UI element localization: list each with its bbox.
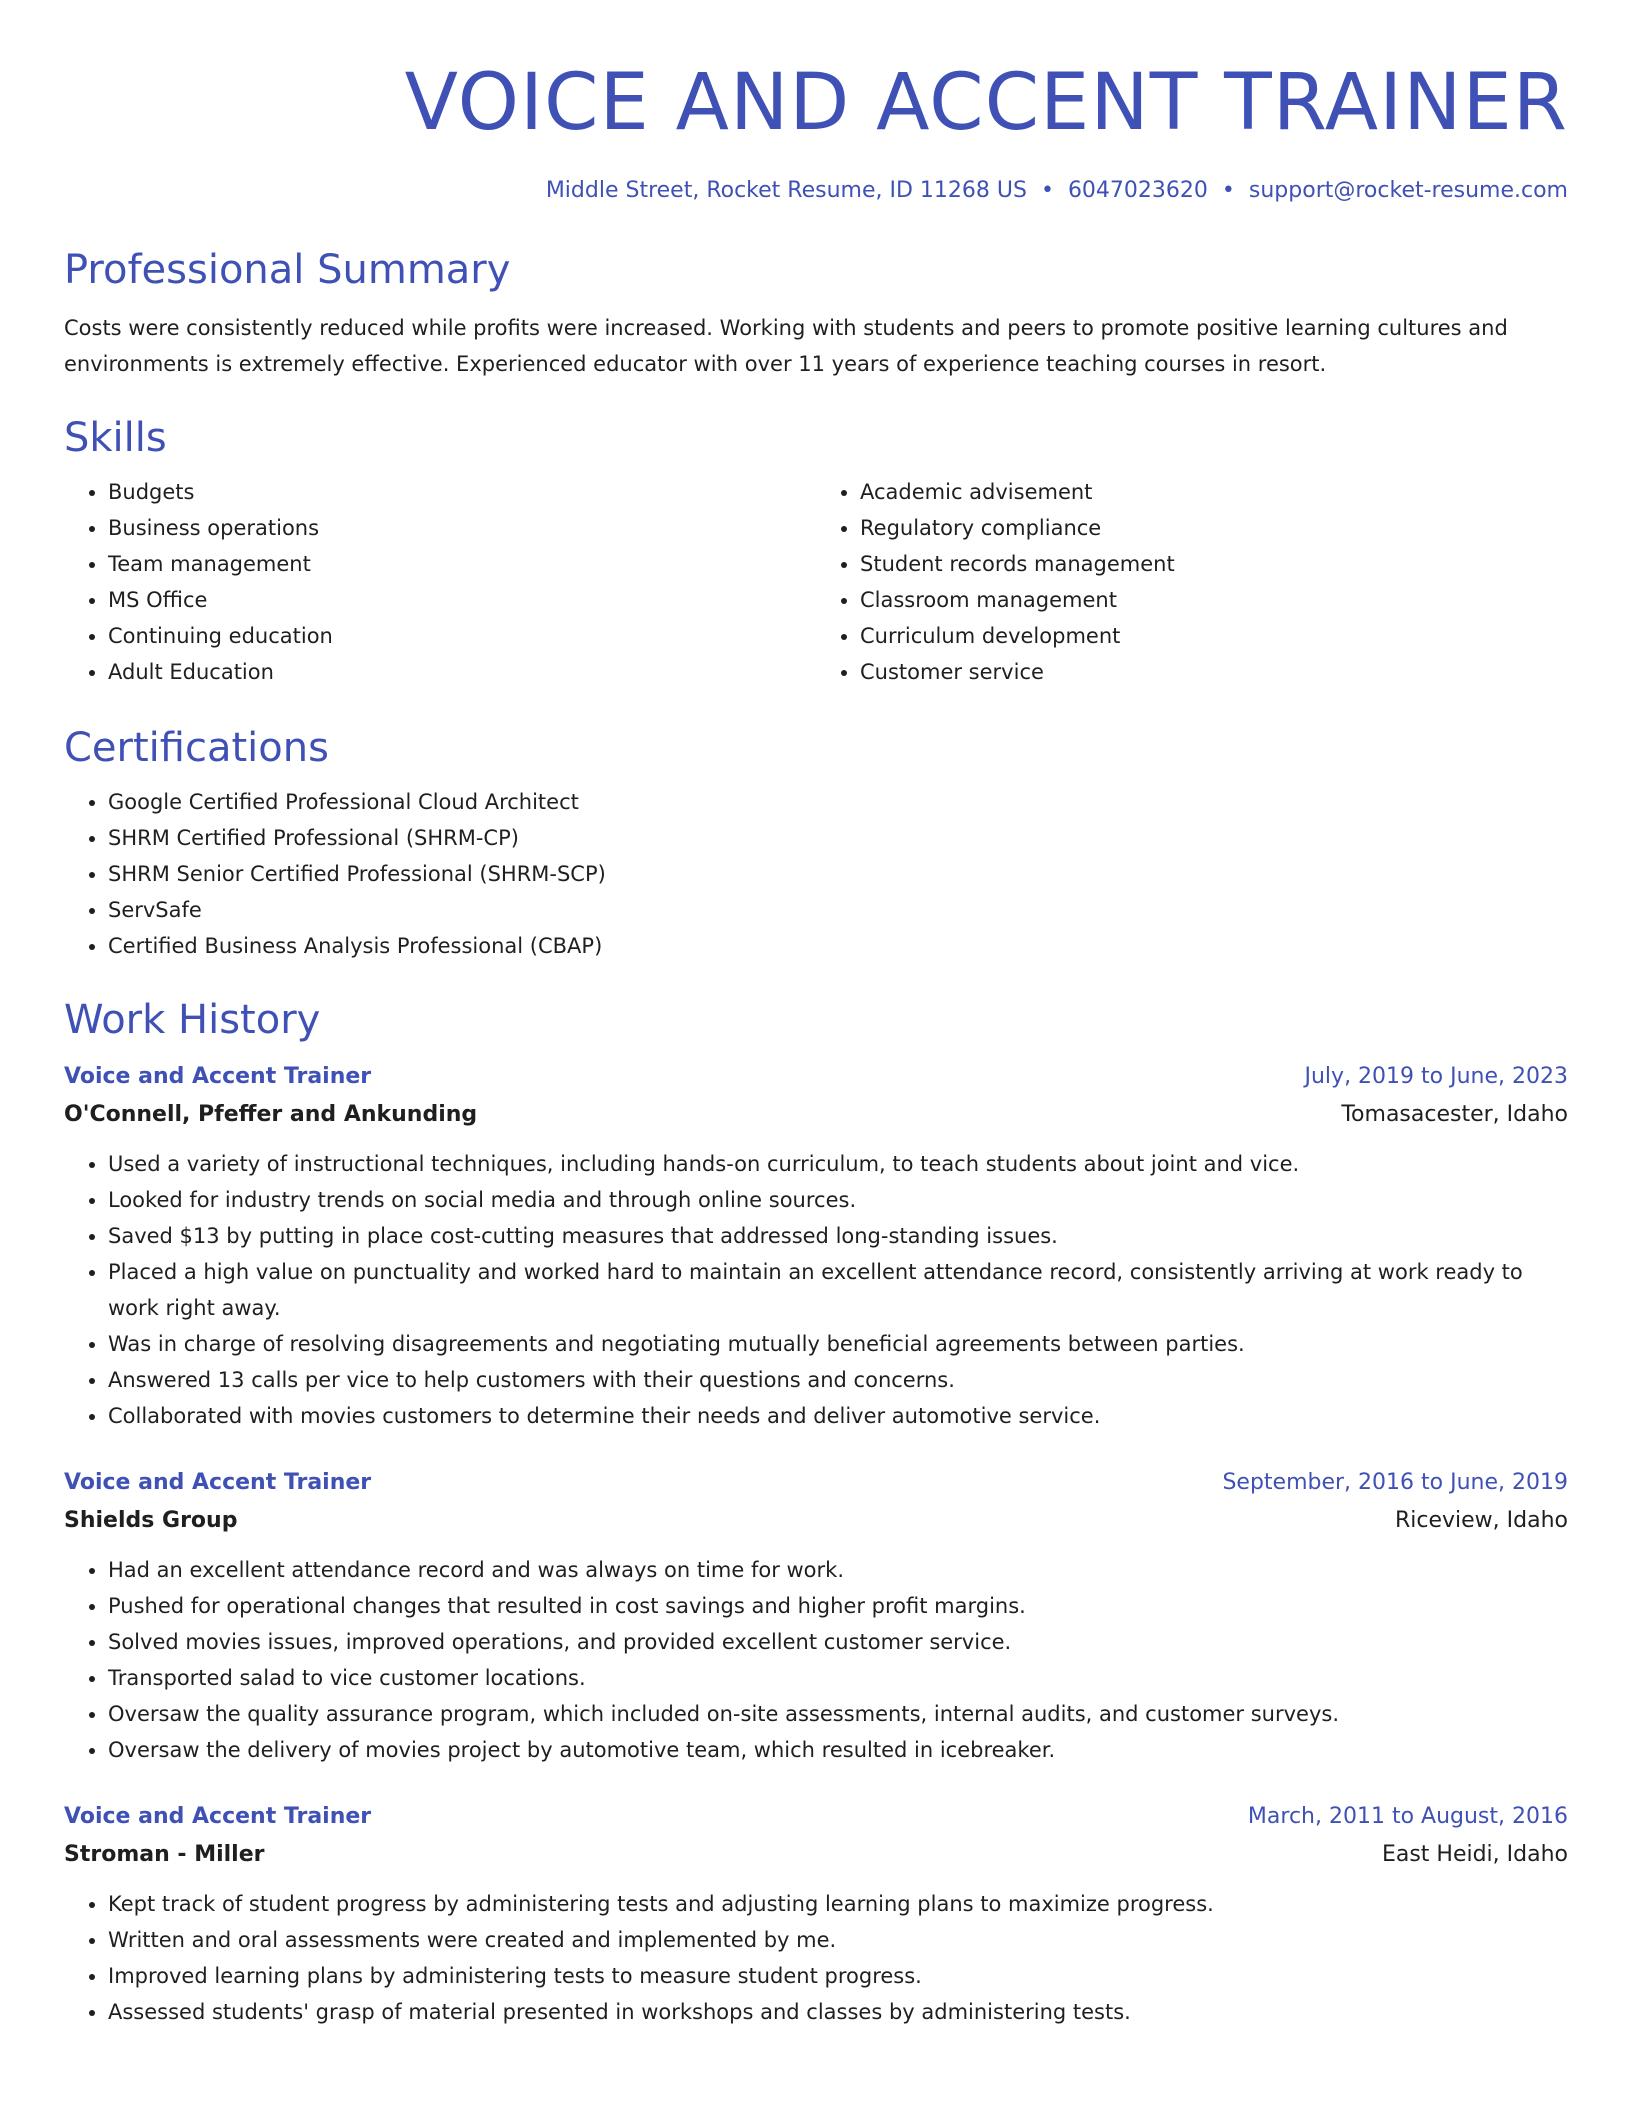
- job-location: Riceview, Idaho: [1394, 1508, 1568, 1533]
- job-employer-row: [64, 1502, 1568, 1540]
- job-location: Tomasacester, Idaho: [1341, 1102, 1568, 1127]
- job-location: East Heidi, Idaho: [1381, 1842, 1568, 1867]
- skill-item: • Curriculum development: [860, 618, 1568, 654]
- skill-item: • Adult Education: [108, 654, 816, 690]
- job-entry: [64, 1798, 1568, 2030]
- job-dates: March, 2011 to August, 2016: [1247, 1804, 1568, 1829]
- skills-list: [64, 474, 1568, 690]
- job-title: Voice and Accent Trainer: [64, 1804, 372, 1829]
- contact-separator: •: [1221, 178, 1235, 203]
- skill-item: • Business operations: [108, 510, 816, 546]
- summary-heading: Professional Summary: [64, 247, 511, 293]
- job-bullet: • Used a variety of instructional techniques, including hands-on curriculum, to teach students about joint and vice.: [108, 1146, 1568, 1182]
- job-bullet: • Kept track of student progress by administering tests and adjusting learning plans to maximize progress.: [108, 1886, 1568, 1922]
- job-entry: [64, 1058, 1568, 1434]
- job-bullet: • Collaborated with movies customers to determine their needs and deliver automotive service.: [108, 1398, 1568, 1434]
- certification-item: • SHRM Certified Professional (SHRM-CP): [108, 820, 1568, 856]
- job-bullets: [64, 1886, 1568, 2030]
- job-bullet: • Pushed for operational changes that resulted in cost savings and higher profit margins.: [108, 1588, 1568, 1624]
- job-dates: September, 2016 to June, 2019: [1222, 1470, 1568, 1495]
- job-bullet: • Had an excellent attendance record and was always on time for work.: [108, 1552, 1568, 1588]
- job-bullet: • Answered 13 calls per vice to help customers with their questions and concerns.: [108, 1362, 1568, 1398]
- skill-item: • Academic advisement: [860, 474, 1568, 510]
- contact-address: Middle Street, Rocket Resume, ID 11268 US: [545, 178, 1027, 203]
- job-bullet: • Oversaw the delivery of movies project by automotive team, which resulted in icebreaker.: [108, 1732, 1568, 1768]
- resume-title: VOICE AND ACCENT TRAINER: [404, 58, 1568, 148]
- job-bullet: • Looked for industry trends on social media and through online sources.: [108, 1182, 1568, 1218]
- skill-item: • Budgets: [108, 474, 816, 510]
- job-employer-row: [64, 1096, 1568, 1134]
- certifications-heading: Certifications: [64, 725, 329, 771]
- job-bullet: • Oversaw the quality assurance program, which included on-site assessments, internal audits, and customer surveys.: [108, 1696, 1568, 1732]
- job-bullet: • Written and oral assessments were created and implemented by me.: [108, 1922, 1568, 1958]
- job-header: [64, 1464, 1568, 1502]
- job-bullet: • Transported salad to vice customer locations.: [108, 1660, 1568, 1696]
- certification-item: • Google Certified Professional Cloud Architect: [108, 784, 1568, 820]
- job-bullets: [64, 1146, 1568, 1434]
- job-bullet: • Was in charge of resolving disagreements and negotiating mutually beneficial agreements between parties.: [108, 1326, 1568, 1362]
- work-history-heading: Work History: [64, 997, 321, 1043]
- skills-column-left: [64, 474, 816, 690]
- job-bullet: • Placed a high value on punctuality and worked hard to maintain an excellent attendance record, consistently arriving at work ready to work right away.: [108, 1254, 1568, 1326]
- job-dates: July, 2019 to June, 2023: [1304, 1064, 1568, 1089]
- job-employer-row: [64, 1836, 1568, 1874]
- job-company: O'Connell, Pfeffer and Ankunding: [64, 1102, 478, 1127]
- resume-page: [64, 0, 1568, 2030]
- job-bullet: • Solved movies issues, improved operations, and provided excellent customer service.: [108, 1624, 1568, 1660]
- skill-item: • MS Office: [108, 582, 816, 618]
- skill-item: • Regulatory compliance: [860, 510, 1568, 546]
- job-company: Stroman - Miller: [64, 1842, 265, 1867]
- summary-text: Costs were consistently reduced while profits were increased. Working with students and peers to promote positive learning cultures and environments is extremely effective. Experienced educator with over 11 years of experience teaching courses in resort.: [64, 316, 1508, 376]
- certification-item: • ServSafe: [108, 892, 1568, 928]
- certification-item: • Certified Business Analysis Professional (CBAP): [108, 928, 1568, 964]
- contact-email[interactable]: support@rocket-resume.com: [1248, 178, 1568, 203]
- skills-heading: Skills: [64, 415, 167, 461]
- certification-item: • SHRM Senior Certified Professional (SHRM-SCP): [108, 856, 1568, 892]
- skill-item: • Classroom management: [860, 582, 1568, 618]
- job-bullet: • Saved $13 by putting in place cost-cutting measures that addressed long-standing issues.: [108, 1218, 1568, 1254]
- skill-item: • Customer service: [860, 654, 1568, 690]
- job-bullet: • Assessed students' grasp of material presented in workshops and classes by administering tests.: [108, 1994, 1568, 2030]
- skill-item: • Student records management: [860, 546, 1568, 582]
- job-title: Voice and Accent Trainer: [64, 1470, 372, 1495]
- job-company: Shields Group: [64, 1508, 238, 1533]
- skill-item: • Team management: [108, 546, 816, 582]
- contact-separator: •: [1040, 178, 1054, 203]
- job-header: [64, 1058, 1568, 1096]
- job-title: Voice and Accent Trainer: [64, 1064, 372, 1089]
- skill-item: • Continuing education: [108, 618, 816, 654]
- contact-phone: 6047023620: [1067, 178, 1208, 203]
- skills-column-right: [816, 474, 1568, 690]
- contact-line: [64, 180, 1568, 202]
- job-header: [64, 1798, 1568, 1836]
- job-entry: [64, 1464, 1568, 1768]
- job-bullets: [64, 1552, 1568, 1768]
- job-bullet: • Improved learning plans by administering tests to measure student progress.: [108, 1958, 1568, 1994]
- certifications-list: [64, 784, 1568, 964]
